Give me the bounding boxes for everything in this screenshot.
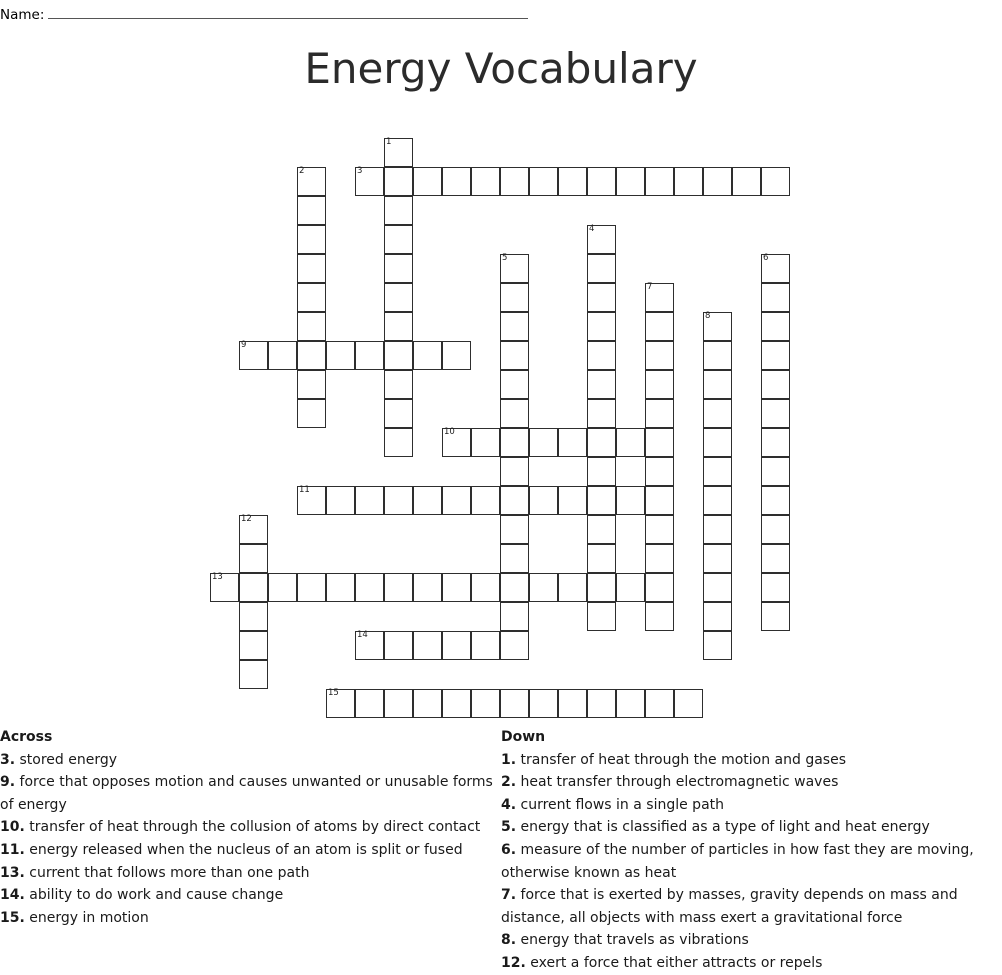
clue-down-2 <box>501 771 1002 794</box>
grid-cell[interactable] <box>587 515 616 544</box>
grid-cell[interactable] <box>587 544 616 573</box>
clue-number: 3. <box>0 751 16 768</box>
grid-cell[interactable] <box>587 602 616 631</box>
grid-cell-start-14[interactable] <box>355 631 384 660</box>
clue-down-1 <box>501 749 1002 772</box>
clue-down-7 <box>501 884 1002 929</box>
grid-cell[interactable] <box>413 341 442 370</box>
cell-number: 2 <box>299 166 305 176</box>
grid-cell[interactable] <box>413 689 442 718</box>
grid-cell[interactable] <box>645 602 674 631</box>
clue-text: energy released when the nucleus of an atom is split or fused <box>24 841 463 858</box>
cell-number: 4 <box>589 224 595 234</box>
grid-cell[interactable] <box>529 428 558 457</box>
grid-cell[interactable] <box>500 399 529 428</box>
grid-cell[interactable] <box>645 515 674 544</box>
cell-number: 3 <box>357 166 363 176</box>
grid-cell[interactable] <box>442 167 471 196</box>
grid-cell[interactable] <box>761 167 790 196</box>
grid-cell[interactable] <box>703 602 732 631</box>
grid-cell-start-13[interactable] <box>210 573 239 602</box>
grid-cell[interactable] <box>297 254 326 283</box>
grid-cell[interactable] <box>529 486 558 515</box>
clue-down-5 <box>501 816 1002 839</box>
grid-cell[interactable] <box>355 689 384 718</box>
clue-across-13 <box>0 862 501 885</box>
grid-cell[interactable] <box>297 399 326 428</box>
grid-cell[interactable] <box>703 631 732 660</box>
grid-cell[interactable] <box>384 428 413 457</box>
grid-cell[interactable] <box>297 341 326 370</box>
across-heading: Across <box>0 729 53 745</box>
grid-cell[interactable] <box>471 428 500 457</box>
grid-cell[interactable] <box>703 457 732 486</box>
grid-cell[interactable] <box>645 341 674 370</box>
clue-number: 5. <box>501 819 517 836</box>
grid-cell[interactable] <box>500 486 529 515</box>
grid-cell[interactable] <box>355 573 384 602</box>
grid-cell[interactable] <box>616 573 645 602</box>
grid-cell[interactable] <box>703 370 732 399</box>
grid-cell[interactable] <box>761 486 790 515</box>
grid-cell[interactable] <box>761 312 790 341</box>
grid-cell[interactable] <box>384 486 413 515</box>
grid-cell[interactable] <box>384 283 413 312</box>
grid-cell-start-15[interactable] <box>326 689 355 718</box>
clue-across-15 <box>0 907 501 930</box>
clue-text: energy that travels as vibrations <box>516 932 749 949</box>
grid-cell[interactable] <box>297 573 326 602</box>
grid-cell-start-4[interactable] <box>587 225 616 254</box>
grid-cell[interactable] <box>500 312 529 341</box>
grid-cell[interactable] <box>703 544 732 573</box>
clue-number: 8. <box>501 932 517 949</box>
grid-cell[interactable] <box>761 544 790 573</box>
clue-text: transfer of heat through the motion and gases <box>516 751 847 768</box>
grid-cell[interactable] <box>326 573 355 602</box>
grid-cell[interactable] <box>703 428 732 457</box>
down-clue-list <box>501 749 1002 975</box>
clue-number: 1. <box>501 751 517 768</box>
across-clue-list <box>0 749 501 930</box>
grid-cell[interactable] <box>761 515 790 544</box>
clue-number: 4. <box>501 796 517 813</box>
down-heading: Down <box>501 729 546 745</box>
grid-cell[interactable] <box>297 312 326 341</box>
grid-cell[interactable] <box>645 486 674 515</box>
grid-cell[interactable] <box>413 631 442 660</box>
cell-number: 5 <box>502 253 508 263</box>
clue-down-6 <box>501 839 1002 884</box>
grid-cell[interactable] <box>645 544 674 573</box>
clue-number: 14. <box>0 887 25 904</box>
clue-text: current that follows more than one path <box>24 864 310 881</box>
grid-cell[interactable] <box>442 341 471 370</box>
grid-cell[interactable] <box>442 573 471 602</box>
clue-across-9 <box>0 771 501 816</box>
clue-text: force that opposes motion and causes unwanted or unusable forms of energy <box>0 774 493 813</box>
grid-cell[interactable] <box>442 689 471 718</box>
grid-cell-start-8[interactable] <box>703 312 732 341</box>
clue-number: 9. <box>0 774 16 791</box>
grid-cell[interactable] <box>587 486 616 515</box>
grid-cell-start-9[interactable] <box>239 341 268 370</box>
grid-cell[interactable] <box>558 428 587 457</box>
grid-cell[interactable] <box>761 602 790 631</box>
grid-cell[interactable] <box>761 283 790 312</box>
grid-cell[interactable] <box>384 689 413 718</box>
grid-cell[interactable] <box>674 689 703 718</box>
grid-cell[interactable] <box>587 428 616 457</box>
grid-cell[interactable] <box>239 573 268 602</box>
grid-cell[interactable] <box>703 515 732 544</box>
grid-cell-start-7[interactable] <box>645 283 674 312</box>
grid-cell[interactable] <box>268 573 297 602</box>
grid-cell[interactable] <box>645 573 674 602</box>
clue-number: 10. <box>0 819 25 836</box>
name-label: Name: <box>0 7 45 23</box>
grid-cell-start-12[interactable] <box>239 515 268 544</box>
grid-cell[interactable] <box>384 573 413 602</box>
grid-cell-start-10[interactable] <box>442 428 471 457</box>
cell-number: 8 <box>705 311 711 321</box>
grid-cell[interactable] <box>355 341 384 370</box>
clue-text: force that is exerted by masses, gravity depends on mass and distance, all objects with mass exert a gravitational force <box>501 887 958 926</box>
grid-cell[interactable] <box>645 428 674 457</box>
grid-cell[interactable] <box>645 312 674 341</box>
grid-cell[interactable] <box>297 196 326 225</box>
cell-number: 7 <box>647 282 653 292</box>
grid-cell[interactable] <box>500 283 529 312</box>
grid-cell[interactable] <box>587 341 616 370</box>
grid-cell[interactable] <box>674 167 703 196</box>
grid-cell[interactable] <box>239 544 268 573</box>
grid-cell[interactable] <box>471 167 500 196</box>
grid-cell[interactable] <box>645 399 674 428</box>
grid-cell-start-6[interactable] <box>761 254 790 283</box>
cell-number: 11 <box>299 485 310 495</box>
grid-cell[interactable] <box>384 167 413 196</box>
grid-cell[interactable] <box>761 399 790 428</box>
grid-cell[interactable] <box>732 167 761 196</box>
clue-across-10 <box>0 816 501 839</box>
grid-cell[interactable] <box>326 341 355 370</box>
grid-cell[interactable] <box>587 399 616 428</box>
grid-cell[interactable] <box>239 660 268 689</box>
clue-number: 6. <box>501 841 517 858</box>
grid-cell[interactable] <box>703 399 732 428</box>
grid-cell[interactable] <box>587 457 616 486</box>
grid-cell[interactable] <box>761 341 790 370</box>
cell-number: 14 <box>357 630 368 640</box>
cell-number: 1 <box>386 137 392 147</box>
grid-cell[interactable] <box>442 631 471 660</box>
grid-cell[interactable] <box>645 689 674 718</box>
clue-number: 2. <box>501 774 517 791</box>
grid-cell[interactable] <box>384 196 413 225</box>
grid-cell[interactable] <box>384 312 413 341</box>
grid-cell[interactable] <box>500 370 529 399</box>
grid-cell[interactable] <box>529 689 558 718</box>
grid-cell[interactable] <box>384 399 413 428</box>
grid-cell[interactable] <box>471 631 500 660</box>
grid-cell[interactable] <box>529 573 558 602</box>
grid-cell[interactable] <box>587 283 616 312</box>
grid-cell-start-1[interactable] <box>384 138 413 167</box>
clue-text: transfer of heat through the collusion of atoms by direct contact <box>24 819 481 836</box>
grid-cell[interactable] <box>703 486 732 515</box>
grid-cell[interactable] <box>703 573 732 602</box>
grid-cell[interactable] <box>500 428 529 457</box>
grid-cell[interactable] <box>384 631 413 660</box>
grid-cell[interactable] <box>384 341 413 370</box>
clue-text: energy that is classified as a type of light and heat energy <box>516 819 930 836</box>
grid-cell[interactable] <box>616 689 645 718</box>
grid-cell[interactable] <box>297 370 326 399</box>
clue-down-4 <box>501 794 1002 817</box>
grid-cell[interactable] <box>239 602 268 631</box>
grid-cell[interactable] <box>761 457 790 486</box>
grid-cell[interactable] <box>471 486 500 515</box>
grid-cell[interactable] <box>587 167 616 196</box>
grid-cell[interactable] <box>616 428 645 457</box>
grid-cell[interactable] <box>587 312 616 341</box>
grid-cell[interactable] <box>326 486 355 515</box>
grid-cell[interactable] <box>703 341 732 370</box>
grid-cell[interactable] <box>616 167 645 196</box>
grid-cell[interactable] <box>500 457 529 486</box>
clue-text: exert a force that either attracts or repels <box>525 954 823 971</box>
grid-cell[interactable] <box>587 573 616 602</box>
grid-cell[interactable] <box>616 486 645 515</box>
clue-text: stored energy <box>15 751 118 768</box>
grid-cell[interactable] <box>558 689 587 718</box>
down-clues-column <box>501 726 1002 975</box>
clue-across-11 <box>0 839 501 862</box>
grid-cell[interactable] <box>529 167 558 196</box>
grid-cell[interactable] <box>761 428 790 457</box>
clue-text: heat transfer through electromagnetic waves <box>516 774 839 791</box>
clue-text: energy in motion <box>24 909 149 926</box>
clue-text: current flows in a single path <box>516 796 725 813</box>
grid-cell[interactable] <box>471 689 500 718</box>
page-title: Energy Vocabulary <box>304 44 698 93</box>
cell-number: 13 <box>212 572 223 582</box>
grid-cell[interactable] <box>587 370 616 399</box>
grid-cell[interactable] <box>645 370 674 399</box>
grid-cell[interactable] <box>500 515 529 544</box>
grid-cell[interactable] <box>384 370 413 399</box>
clue-text: ability to do work and cause change <box>24 887 284 904</box>
cell-number: 10 <box>444 427 455 437</box>
clue-down-8 <box>501 929 1002 952</box>
grid-cell[interactable] <box>500 167 529 196</box>
grid-cell[interactable] <box>558 486 587 515</box>
grid-cell[interactable] <box>413 486 442 515</box>
cell-number: 6 <box>763 253 769 263</box>
grid-cell[interactable] <box>558 573 587 602</box>
cell-number: 9 <box>241 340 247 350</box>
grid-cell-start-3[interactable] <box>355 167 384 196</box>
grid-cell-start-5[interactable] <box>500 254 529 283</box>
grid-cell[interactable] <box>268 341 297 370</box>
grid-cell-start-2[interactable] <box>297 167 326 196</box>
grid-cell[interactable] <box>500 602 529 631</box>
clue-number: 15. <box>0 909 25 926</box>
grid-cell[interactable] <box>761 573 790 602</box>
grid-cell[interactable] <box>558 167 587 196</box>
grid-cell[interactable] <box>500 544 529 573</box>
grid-cell[interactable] <box>500 689 529 718</box>
clue-number: 11. <box>0 841 25 858</box>
grid-cell[interactable] <box>500 631 529 660</box>
grid-cell[interactable] <box>703 167 732 196</box>
grid-cell[interactable] <box>442 486 471 515</box>
grid-cell[interactable] <box>384 254 413 283</box>
grid-cell[interactable] <box>587 254 616 283</box>
cell-number: 15 <box>328 688 339 698</box>
cell-number: 12 <box>241 514 252 524</box>
clue-number: 7. <box>501 887 517 904</box>
clue-down-12 <box>501 952 1002 975</box>
grid-cell[interactable] <box>645 167 674 196</box>
clue-text: measure of the number of particles in how fast they are moving, otherwise known as heat <box>501 841 974 881</box>
clue-across-14 <box>0 884 501 907</box>
across-clues-column <box>0 726 501 929</box>
grid-cell[interactable] <box>413 167 442 196</box>
grid-cell[interactable] <box>645 457 674 486</box>
grid-cell[interactable] <box>384 225 413 254</box>
clue-across-3 <box>0 749 501 772</box>
grid-cell[interactable] <box>413 573 442 602</box>
grid-cell[interactable] <box>587 689 616 718</box>
grid-cell[interactable] <box>500 341 529 370</box>
grid-cell[interactable] <box>297 283 326 312</box>
clue-number: 13. <box>0 864 25 881</box>
grid-cell[interactable] <box>500 573 529 602</box>
grid-cell[interactable] <box>355 486 384 515</box>
grid-cell[interactable] <box>471 573 500 602</box>
grid-cell-start-11[interactable] <box>297 486 326 515</box>
grid-cell[interactable] <box>297 225 326 254</box>
grid-cell[interactable] <box>761 370 790 399</box>
clue-number: 12. <box>501 954 526 971</box>
grid-cell[interactable] <box>239 631 268 660</box>
